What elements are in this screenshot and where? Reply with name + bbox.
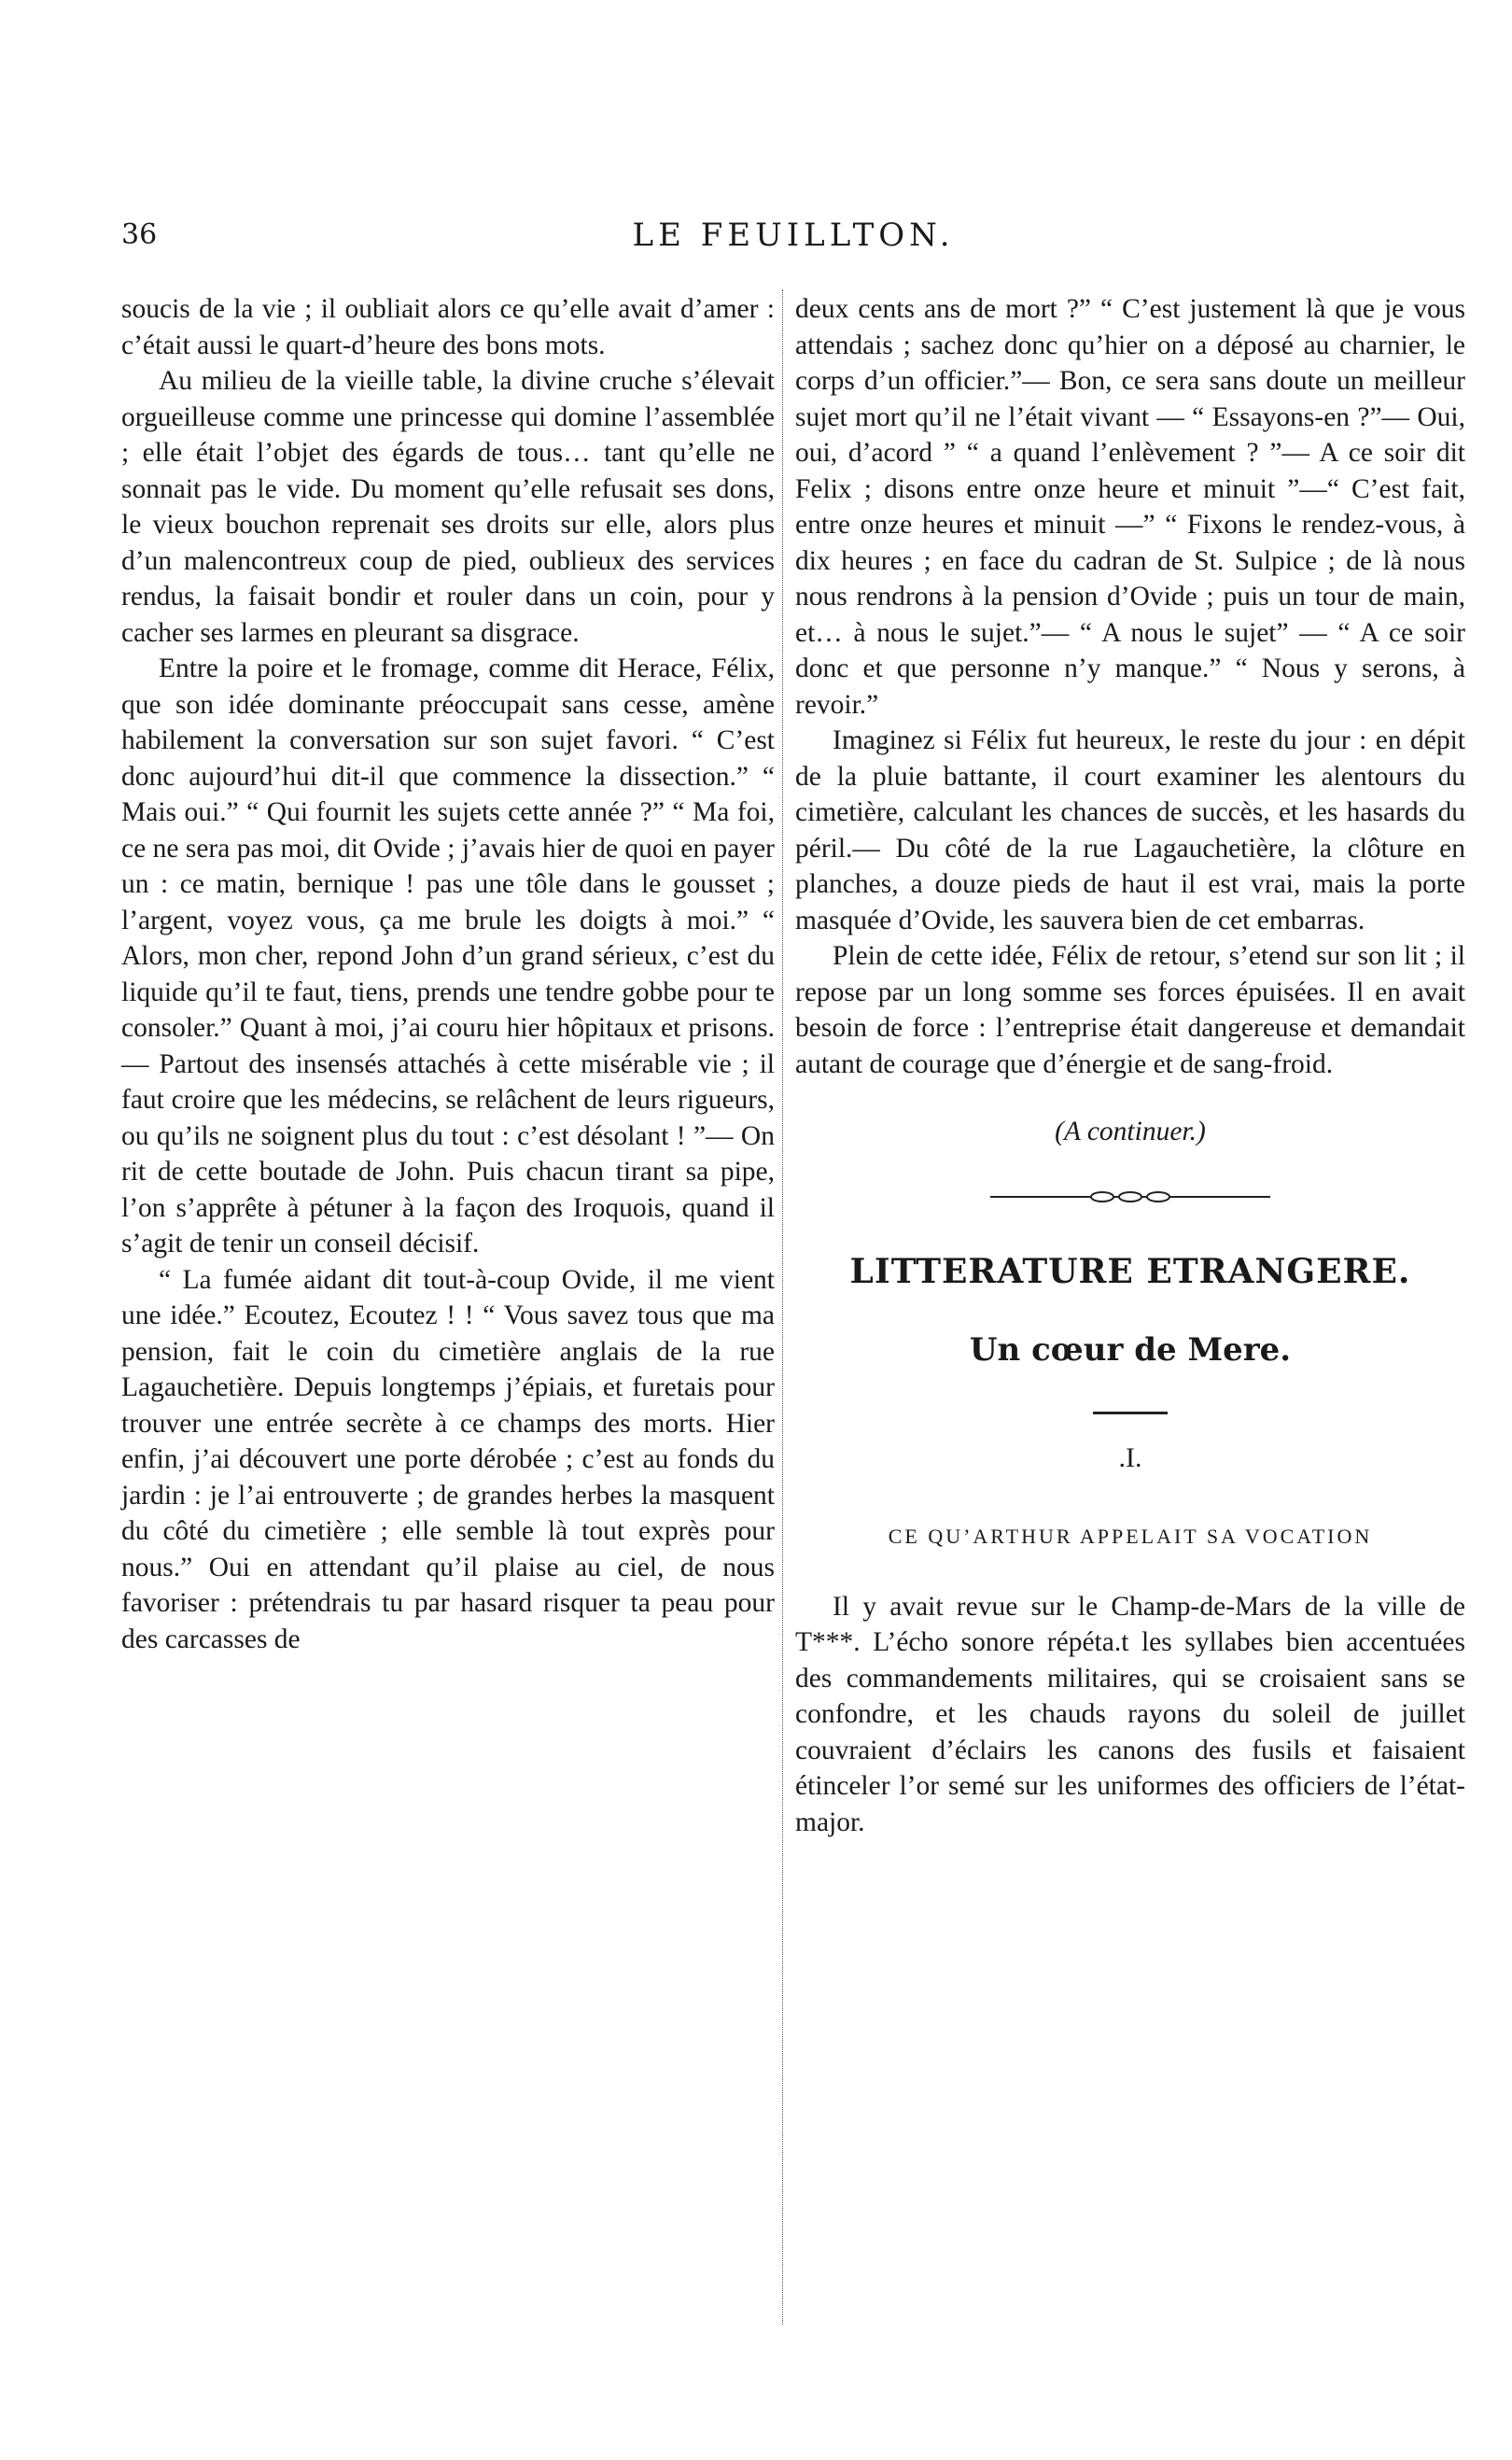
right-column: [795, 291, 1465, 1840]
story-title: Un cœur de Mere.: [969, 1330, 1292, 1369]
ornamental-rule: [990, 1188, 1270, 1206]
continuation-note: (A continuer.): [1055, 1117, 1206, 1146]
paragraph: Il y avait revue sur le Champ-de-Mars de la ville de T***. L’écho sonore répéta.t les syllabes bien accentuées des commandements militaires, qui se croisaient sans se confondre, et les chauds rayons du soleil de juillet couvraient d’éclairs les canons des fusils et faisaient étinceler l’or semé sur les uniformes des officiers de l’état-major.: [795, 1591, 1465, 1837]
paragraph: Imaginez si Félix fut heureux, le reste du jour : en dépit de la pluie battante, il court examiner les alentours du cimetière, calculant les chances de succès, et les hasards du péril.— Du côté de la rue Lagauchetière, la clôture en planches, a douze pieds de haut il est vrai, mais la porte masquée d’Ovide, les sauvera bien de cet embarras.: [795, 725, 1465, 935]
page-header: [121, 213, 1465, 260]
chapter-number: .I.: [1118, 1441, 1142, 1473]
left-column: [121, 291, 775, 1657]
paragraph: “ La fumée aidant dit tout-à-coup Ovide, il me vient une idée.” Ecoutez, Ecoutez ! ! “ Vous savez tous que ma pension, fait le coin du cimetière anglais de la rue Lagauchetière. Depuis longtemps j’épiais, et furetais pour trouver une entrée secrète à ce champs des morts. Hier enfin, j’ai découvert une porte dérobée ; c’est au fonds du jardin : je l’ai entrouverte ; de grandes herbes la masquent du côté du cimetière ; elle semble là tout exprès pour nous.” Oui en attendant qu’il plaise au ciel, de nous favoriser : prétendrais tu par hasard risquer ta peau pour des carcasses de: [121, 1264, 775, 1654]
paragraph: deux cents ans de mort ?” “ C’est justement là que je vous attendais ; sachez donc qu’hier on a déposé au charnier, le corps d’un officier.”— Bon, ce sera sans doute un meilleur sujet mort qu’il ne l’était vivant — “ Essayons-en ?”— Oui, oui, d’acord ” “ a quand l’enlèvement ? ”— A ce soir dit Felix ; disons entre onze heure et minuit ”—“ C’est fait, entre onze heures et minuit —” “ Fixons le rendez-vous, à dix heures ; en face du cadran de St. Sulpice ; de là nous nous rendrons à la pension d’Ovide ; puis un tour de main, et… à nous le sujet.”— “ A nous le sujet” — “ A ce soir donc et que personne n’y manque.” “ Nous y serons, à revoir.”: [795, 294, 1465, 720]
running-title: LE FEUILLTON.: [632, 217, 955, 254]
paragraph: soucis de la vie ; il oubliait alors ce qu’elle avait d’amer : c’était aussi le quart-d’heure des bons mots.: [121, 294, 775, 360]
page-number: 36: [121, 218, 158, 251]
section-title: LITTERATURE ETRANGERE.: [849, 1251, 1411, 1291]
column-divider: [782, 289, 783, 2325]
paragraph: Entre la poire et le fromage, comme dit Herace, Félix, que son idée dominante préoccupait sans cesse, amène habilement la conversation sur son sujet favori. “ C’est donc aujourd’hui dit-il que commence la dissection.” “ Mais oui.” “ Qui fournit les sujets cette année ?” “ Ma foi, ce ne sera pas moi, dit Ovide ; j’avais hier de quoi en payer un : ce matin, bernique ! pas une tôle dans le gousset ; l’argent, voyez vous, ça me brule les doigts à moi.” “ Alors, mon cher, repond John d’un grand sérieux, c’est du liquide qu’il te faut, tiens, prends une tendre gobbe pour te consoler.” Quant à moi, j’ai couru hier hôpitaux et prisons.— Partout des insensés attachés à cette misérable vie ; il faut croire que les médecins, se relâchent de leurs rigueurs, ou qu’ils ne soignent plus du tout : c’est désolant ! ”— On rit de cette boutade de John. Puis chacun tirant sa pipe, l’on s’apprête à pétuner à la façon des Iroquois, quand il s’agit de tenir un conseil décisif.: [121, 654, 775, 1258]
paragraph: Plein de cette idée, Félix de retour, s’etend sur son lit ; il repose par un long somme ses forces épuisées. Il en avait besoin de force : l’entreprise était dangereuse et demandait autant de courage que d’énergie et de sang-froid.: [795, 941, 1465, 1079]
short-rule: [1093, 1412, 1168, 1414]
paragraph: Au milieu de la vieille table, la divine cruche s’élevait orgueilleuse comme une princesse qui domine l’assemblée ; elle était l’objet des égards de tous… tant qu’elle ne sonnait pas le vide. Du moment qu’elle refusait ses dons, le vieux bouchon reprenait ses droits sur elle, alors plus d’un malencontreux coup de pied, oublieux des services rendus, la faisait bondir et rouler dans un coin, pour y cacher ses larmes en pleurant sa disgrace.: [121, 366, 775, 648]
chapter-title: CE QU’ARTHUR APPELAIT SA VOCATION: [888, 1525, 1373, 1548]
